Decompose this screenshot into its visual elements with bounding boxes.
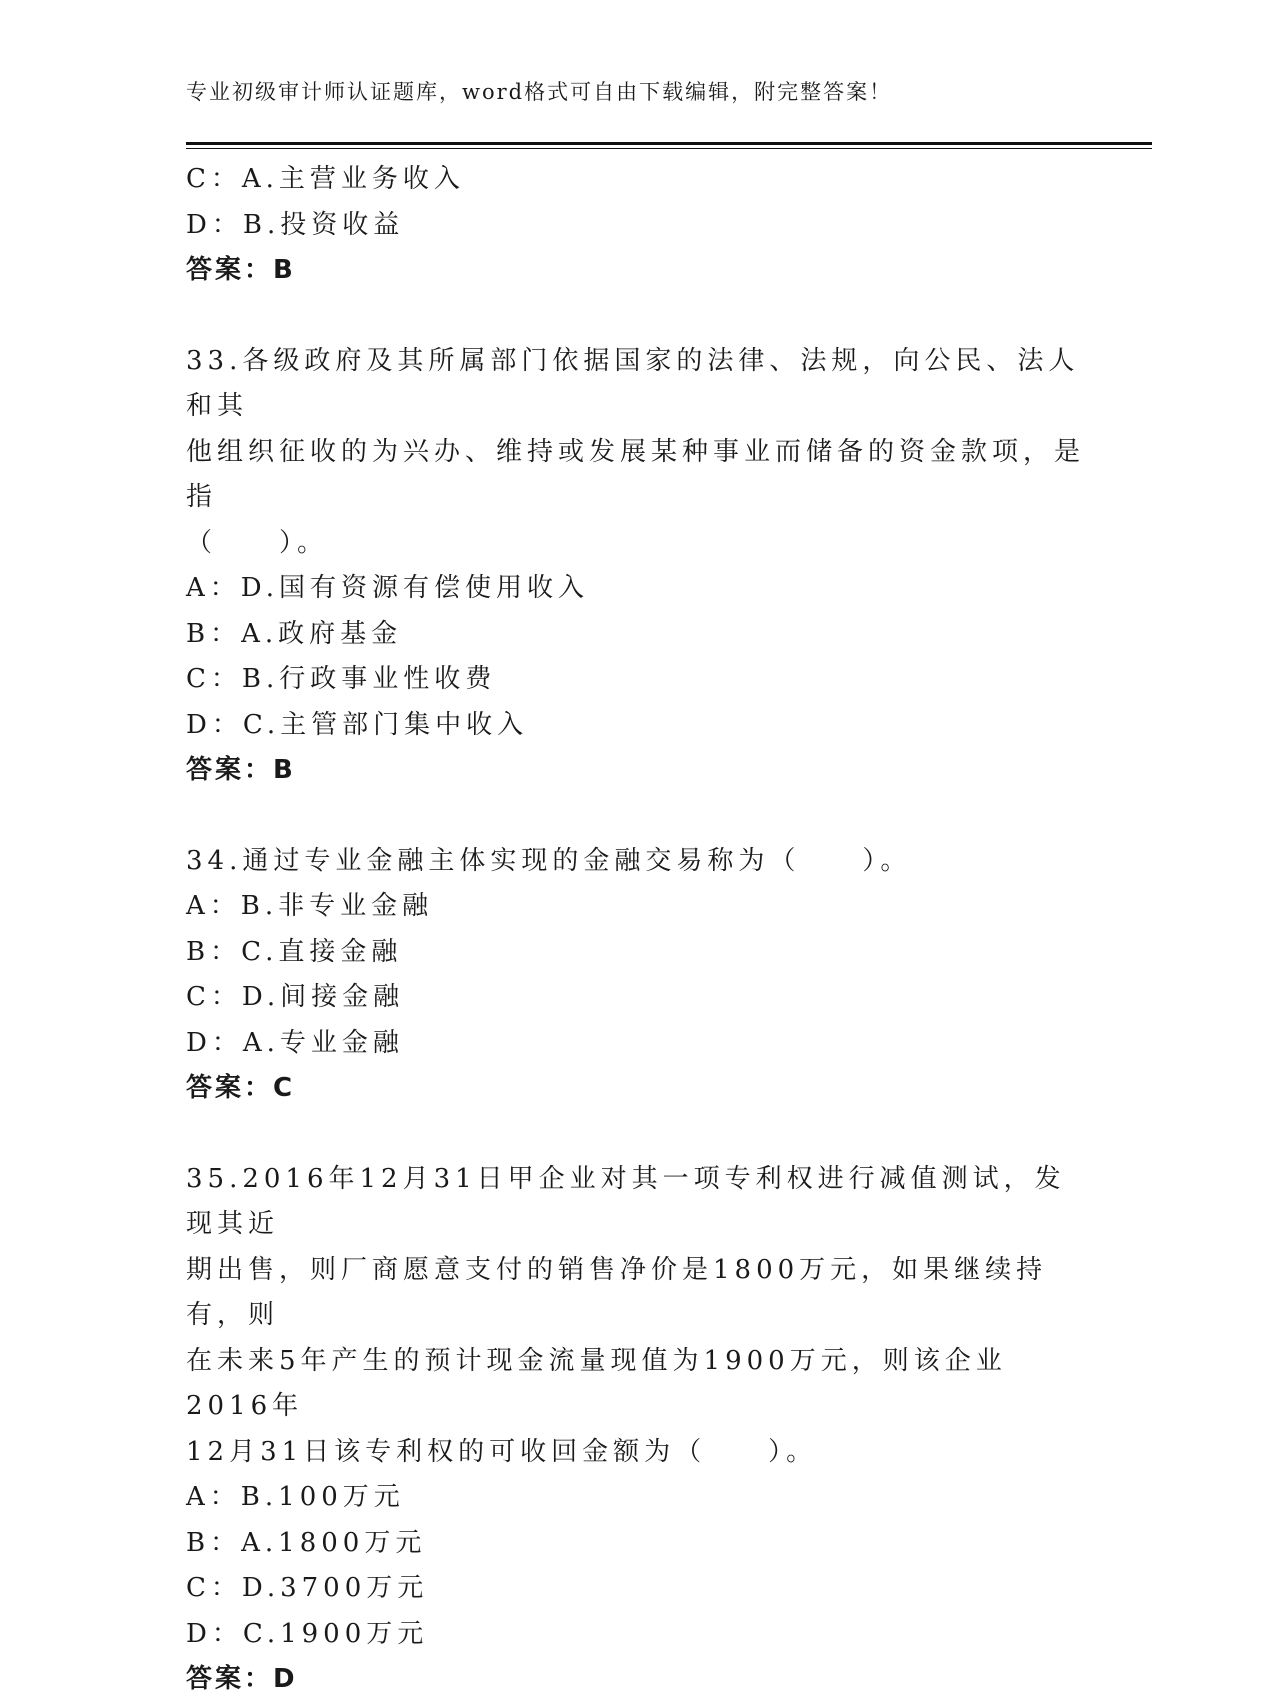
stem-line: 35.2016年12月31日甲企业对其一项专利权进行减值测试，发现其近 [186,1163,1066,1239]
option-c: C：A.主营业务收入 [186,164,465,194]
stem-line: （ ）。 [186,527,329,558]
stem-line: 在未来5年产生的预计现金流量现值为1900万元，则该企业2016年 [186,1345,1007,1421]
carryover-question [186,157,1086,294]
header-rule-thick [186,142,1152,145]
option-b: B：A.政府基金 [186,618,403,649]
question-stem [186,339,1086,567]
content [186,157,1086,1703]
option-b: B：A.1800万元 [186,1527,427,1558]
stem-line: 33.各级政府及其所属部门依据国家的法律、法规，向公民、法人和其 [186,345,1080,421]
stem-line: 12月31日该专利权的可收回金额为（ ）。 [186,1436,818,1467]
question-33 [186,339,1086,794]
question-35 [186,1157,1086,1703]
option-d: D：B.投资收益 [186,209,405,240]
header-rule-thin [186,148,1152,149]
question-stem [186,839,1086,885]
option-d: D：C.1900万元 [186,1618,429,1649]
answer: 答案：D [186,1664,298,1694]
option-d: D：A.专业金融 [186,1027,404,1058]
question-stem [186,1157,1086,1476]
option-d: D：C.主管部门集中收入 [186,709,529,740]
answer: 答案：C [186,1073,296,1103]
question-34 [186,839,1086,1112]
stem-line: 期出售，则厂商愿意支付的销售净价是1800万元，如果继续持有，则 [186,1254,1048,1330]
option-b: B：C.直接金融 [186,936,403,967]
option-c: C：D.间接金融 [186,982,405,1012]
page-header: 专业初级审计师认证题库，word格式可自由下载编辑，附完整答案！ [186,80,893,104]
answer: 答案：B [186,255,296,285]
option-c: C：B.行政事业性收费 [186,664,497,694]
option-a: A：B.100万元 [186,1482,405,1512]
answer: 答案：B [186,755,296,785]
option-a: A：D.国有资源有偿使用收入 [186,573,589,603]
option-a: A：B.非专业金融 [186,891,434,921]
stem-line: 他组织征收的为兴办、维持或发展某种事业而储备的资金款项，是指 [186,436,1086,512]
option-c: C：D.3700万元 [186,1573,429,1603]
stem-line: 34.通过专业金融主体实现的金融交易称为（ ）。 [186,845,912,876]
